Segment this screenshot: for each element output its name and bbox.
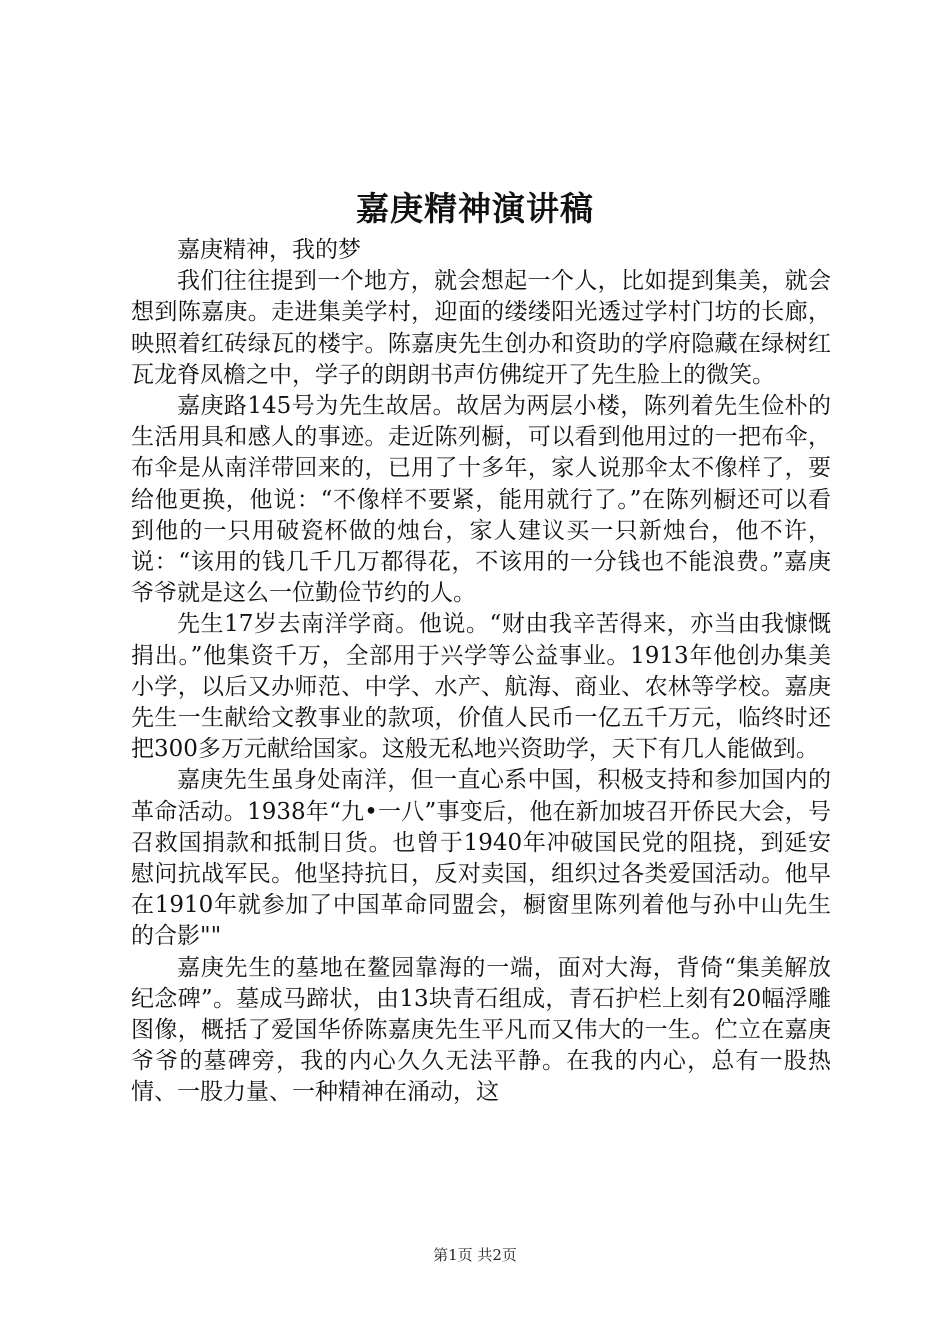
paragraph: 先生17岁去南洋学商。他说。“财由我辛苦得来，亦当由我慷慨捐出。”他集资千万，全部用于兴学等公益事业。1913年他创办集美小学，以后又办师范、中学、水产、航海、商业、农林等学校。嘉庚先生一生献给文教事业的款项，价值人民币一亿五千万元，临终时还把300多万元献给国家。这般无私地兴资助学，天下有几人能做到。	[131, 611, 831, 763]
page-footer: 第1页 共2页	[433, 1246, 517, 1264]
document-body	[131, 235, 831, 1109]
paragraph: 嘉庚路145号为先生故居。故居为两层小楼，陈列着先生俭朴的生活用具和感人的事迹。走近陈列橱，可以看到他用过的一把布伞，布伞是从南洋带回来的，已用了十多年，家人说那伞太不像样了，要给他更换，他说：“不像样不要紧，能用就行了。”在陈列橱还可以看到他的一只用破瓷杯做的烛台，家人建议买一只新烛台，他不许，说：“该用的钱几千几万都得花，不该用的一分钱也不能浪费。”嘉庚爷爷就是这么一位勤俭节约的人。	[131, 393, 831, 607]
paragraph: 嘉庚先生虽身处南洋，但一直心系中国，积极支持和参加国内的革命活动。1938年“九•一八”事变后，他在新加坡召开侨民大会，号召救国捐款和抵制日货。也曾于1940年冲破国民党的阻挠，到延安慰问抗战军民。他坚持抗日，反对卖国，组织过各类爱国活动。他早在1910年就参加了中国革命同盟会，橱窗里陈列着他与孙中山先生的合影""	[131, 767, 831, 950]
paragraph: 我们往往提到一个地方，就会想起一个人，比如提到集美，就会想到陈嘉庚。走进集美学村，迎面的缕缕阳光透过学村门坊的长廊，映照着红砖绿瓦的楼宇。陈嘉庚先生创办和资助的学府隐藏在绿树红瓦龙脊凤檐之中，学子的朗朗书声仿佛绽开了先生脸上的微笑。	[131, 268, 831, 388]
document-title: 嘉庚精神演讲稿	[356, 189, 594, 228]
paragraph-subtitle: 嘉庚精神，我的梦	[177, 237, 361, 263]
paragraph: 嘉庚先生的墓地在鳌园靠海的一端，面对大海，背倚“集美解放纪念碑”。墓成马蹄状，由13块青石组成，青石护栏上刻有20幅浮雕图像，概括了爱国华侨陈嘉庚先生平凡而又伟大的一生。伫立在嘉庚爷爷的墓碑旁，我的内心久久无法平静。在我的内心，总有一股热情、一股力量、一种精神在涌动，这	[131, 954, 831, 1106]
